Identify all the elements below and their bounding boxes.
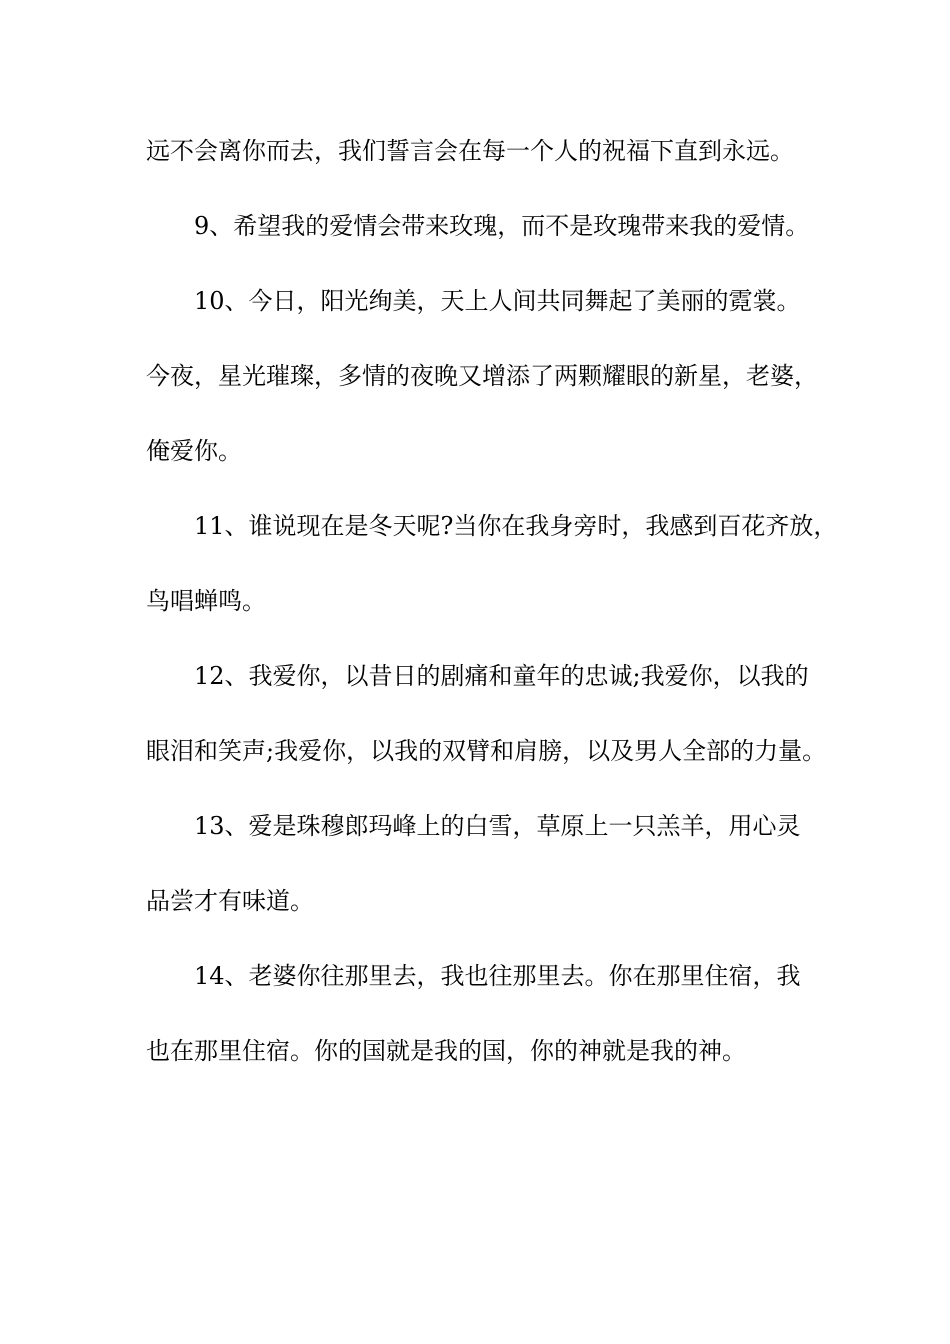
text-line: 9、希望我的爱情会带来玫瑰，而不是玫瑰带来我的爱情。	[194, 212, 810, 240]
text-line: 11、谁说现在是冬天呢?当你在我身旁时，我感到百花齐放，	[194, 512, 838, 540]
text-line: 也在那里住宿。你的国就是我的国，你的神就是我的神。	[146, 1037, 746, 1065]
text-line: 14、老婆你往那里去，我也往那里去。你在那里住宿，我	[194, 962, 801, 990]
text-line: 俺爱你。	[146, 437, 242, 465]
text-line: 今夜，星光璀璨，多情的夜晚又增添了两颗耀眼的新星，老婆，	[146, 362, 818, 390]
text-line: 10、今日，阳光绚美，天上人间共同舞起了美丽的霓裳。	[194, 287, 801, 315]
text-line: 鸟唱蝉鸣。	[146, 587, 266, 615]
text-line: 远不会离你而去，我们誓言会在每一个人的祝福下直到永远。	[146, 137, 794, 165]
text-line: 品尝才有味道。	[146, 887, 314, 915]
text-line: 眼泪和笑声;我爱你，以我的双臂和肩膀，以及男人全部的力量。	[146, 737, 827, 765]
text-line: 13、爱是珠穆郎玛峰上的白雪，草原上一只羔羊，用心灵	[194, 812, 801, 840]
text-line: 12、我爱你，以昔日的剧痛和童年的忠诚;我爱你，以我的	[194, 662, 809, 690]
